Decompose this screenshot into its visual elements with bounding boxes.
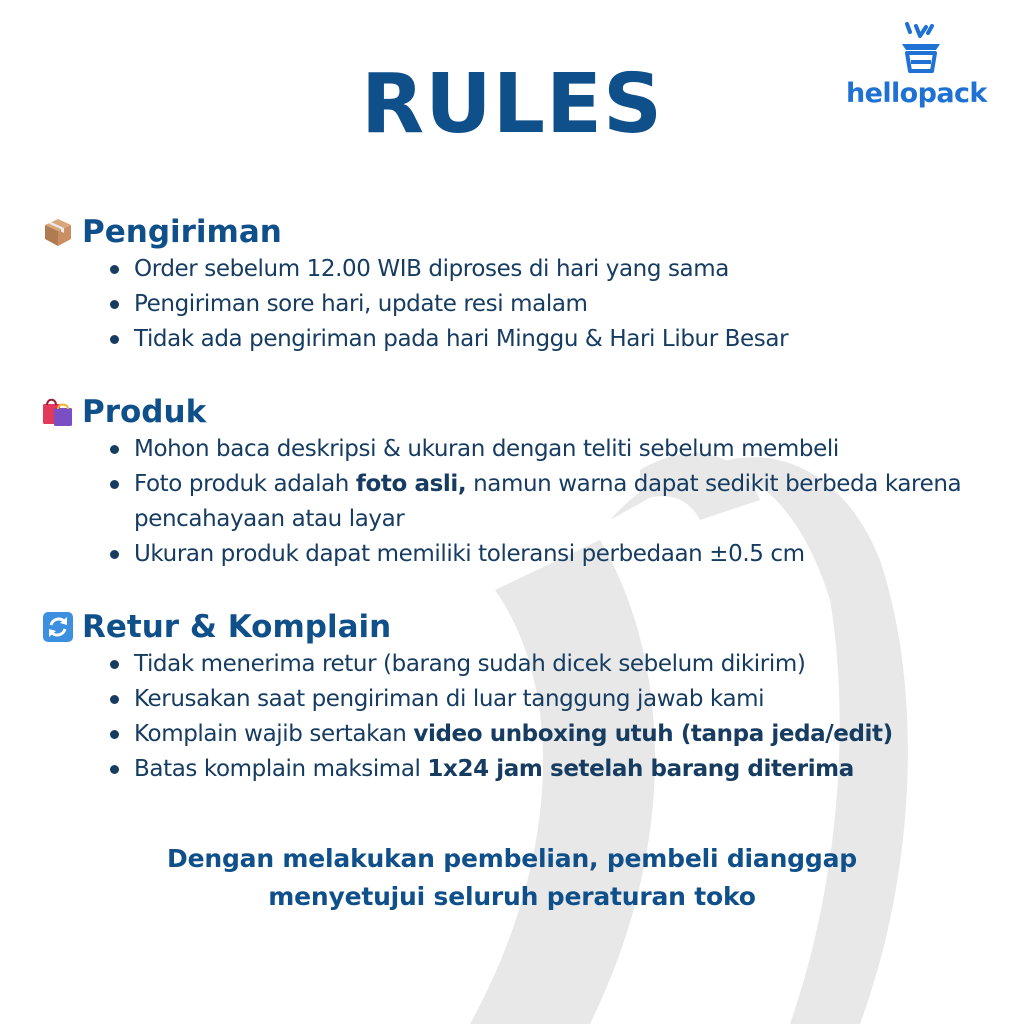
item-list bbox=[42, 432, 1002, 572]
list-item bbox=[42, 647, 1002, 682]
item-list bbox=[42, 647, 1002, 787]
emphasis-text: foto asli, bbox=[355, 471, 467, 497]
item-text: Batas komplain maksimal bbox=[134, 756, 428, 782]
footer-line-2: menyetujui seluruh peraturan toko bbox=[268, 882, 756, 911]
list-item bbox=[42, 752, 1002, 787]
section-retur-komplain bbox=[42, 607, 1002, 787]
refresh-icon bbox=[42, 611, 74, 643]
item-text: Tidak menerima retur (barang sudah dicek sebelum dikirim) bbox=[134, 651, 806, 677]
item-text: Pengiriman sore hari, update resi malam bbox=[134, 291, 588, 317]
shopping-bags-icon bbox=[42, 396, 74, 428]
section-title: Produk bbox=[82, 394, 207, 430]
section-title: Pengiriman bbox=[82, 214, 282, 250]
list-item bbox=[42, 432, 1002, 467]
item-text: Komplain wajib sertakan bbox=[134, 721, 414, 747]
list-item bbox=[42, 537, 1002, 572]
section-title: Retur & Komplain bbox=[82, 609, 392, 645]
list-item bbox=[42, 322, 1002, 357]
list-item bbox=[42, 682, 1002, 717]
item-text: Ukuran produk dapat memiliki toleransi perbedaan ±0.5 cm bbox=[134, 541, 805, 567]
item-text: Foto produk adalah bbox=[134, 471, 356, 497]
section-produk bbox=[42, 392, 1002, 572]
footer-line-1: Dengan melakukan pembelian, pembeli dianggap bbox=[167, 844, 857, 873]
brand-name: hellopack bbox=[846, 78, 987, 109]
emphasis-text: video unboxing utuh (tanpa jeda/edit) bbox=[413, 721, 893, 747]
item-text: Order sebelum 12.00 WIB diproses di hari yang sama bbox=[134, 256, 729, 282]
emphasis-text: 1x24 jam setelah barang diterima bbox=[427, 756, 854, 782]
item-text: Tidak ada pengiriman pada hari Minggu & Hari Libur Besar bbox=[134, 326, 789, 352]
list-item bbox=[42, 287, 1002, 322]
item-text: namun warna dapat sedikit berbeda karena pencahayaan atau layar bbox=[134, 471, 962, 532]
item-list bbox=[42, 252, 1002, 357]
section-pengiriman bbox=[42, 212, 1002, 357]
page-title: RULES bbox=[360, 57, 664, 152]
list-item bbox=[42, 717, 1002, 752]
item-text: Mohon baca deskripsi & ukuran dengan teliti sebelum membeli bbox=[134, 436, 839, 462]
footer-note bbox=[0, 840, 1024, 916]
list-item bbox=[42, 467, 1002, 537]
package-icon bbox=[42, 216, 74, 248]
list-item bbox=[42, 252, 1002, 287]
item-text: Kerusakan saat pengiriman di luar tanggung jawab kami bbox=[134, 686, 765, 712]
